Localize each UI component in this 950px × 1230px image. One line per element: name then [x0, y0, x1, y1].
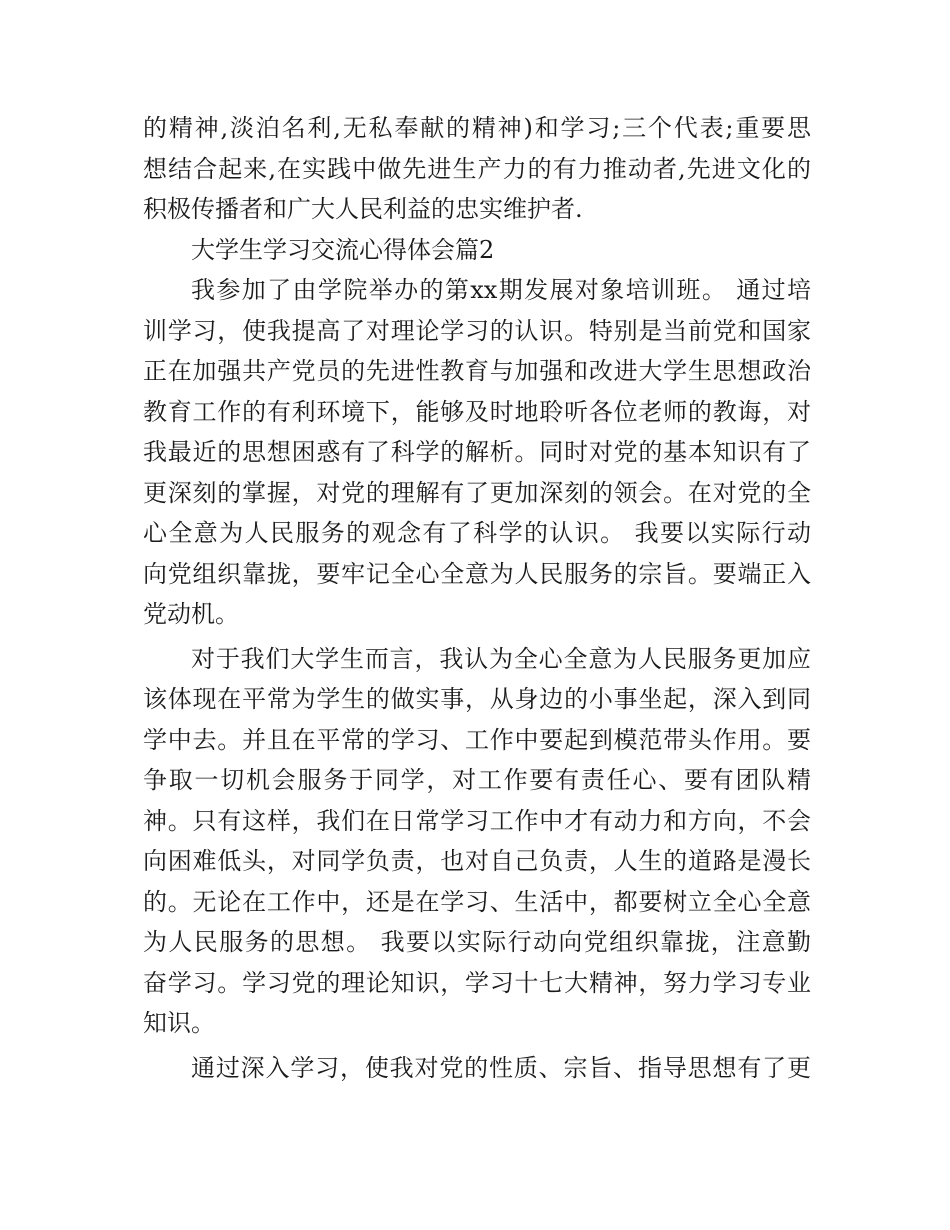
- text-line: 想结合起来,在实践中做先进生产力的有力推动者,先进文化的: [143, 154, 811, 183]
- text-line: 对于我们大学生而言，我认为全心全意为人民服务更加应: [191, 644, 811, 673]
- text-line: 该体现在平常为学生的做实事，从身边的小事坐起，深入到同: [143, 685, 811, 713]
- text-line: 为人民服务的思想。 我要以实际行动向党组织靠拢，注意勤: [143, 928, 811, 956]
- text-line: 正在加强共产党员的先进性教育与加强和改进大学生思想政治: [143, 357, 811, 385]
- document-body: [143, 108, 811, 1088]
- text-line: 神。只有这样，我们在日常学习工作中才有动力和方向，不会: [143, 806, 811, 835]
- text-line: 训学习，使我提高了对理论学习的认识。特别是当前党和国家: [143, 316, 811, 345]
- paragraph: [143, 1048, 811, 1089]
- text-line: 向党组织靠拢，要牢记全心全意为人民服务的宗旨。要端正入: [143, 559, 811, 588]
- heading-text: 大学生学习交流心得体会篇2: [191, 235, 495, 264]
- section-heading: [143, 230, 811, 271]
- text-line: 知识。: [143, 1009, 215, 1037]
- text-line: 奋学习。学习党的理论知识，学习十七大精神，努力学习专业: [143, 968, 811, 997]
- text-line: 学中去。并且在平常的学习、工作中要起到模范带头作用。要: [143, 725, 811, 754]
- text-line: 积极传播者和广大人民利益的忠实维护者.: [143, 195, 583, 223]
- text-line: 的精神,淡泊名利,无私奉献的精神)和学习;三个代表;重要思: [143, 114, 811, 142]
- text-line: 教育工作的有利环境下，能够及时地聆听各位老师的教诲，对: [143, 397, 811, 426]
- text-line: 心全意为人民服务的观念有了科学的认识。 我要以实际行动: [143, 519, 811, 547]
- text-line: 通过深入学习，使我对党的性质、宗旨、指导思想有了更: [191, 1053, 811, 1082]
- text-line: 我参加了由学院举办的第xx期发展对象培训班。 通过培: [191, 276, 811, 304]
- paragraph: [143, 270, 811, 635]
- text-line: 党动机。: [143, 600, 239, 628]
- text-line: 更深刻的掌握，对党的理解有了更加深刻的领会。在对党的全: [143, 478, 811, 507]
- text-line: 的。无论在工作中，还是在学习、生活中，都要树立全心全意: [143, 887, 811, 916]
- paragraph: [143, 108, 811, 230]
- text-line: 我最近的思想困惑有了科学的解析。同时对党的基本知识有了: [143, 438, 811, 466]
- text-line: 向困难低头，对同学负责，也对自己负责，人生的道路是漫长: [143, 847, 811, 875]
- text-line: 争取一切机会服务于同学，对工作要有责任心、要有团队精: [143, 766, 811, 794]
- paragraph: [143, 639, 811, 1044]
